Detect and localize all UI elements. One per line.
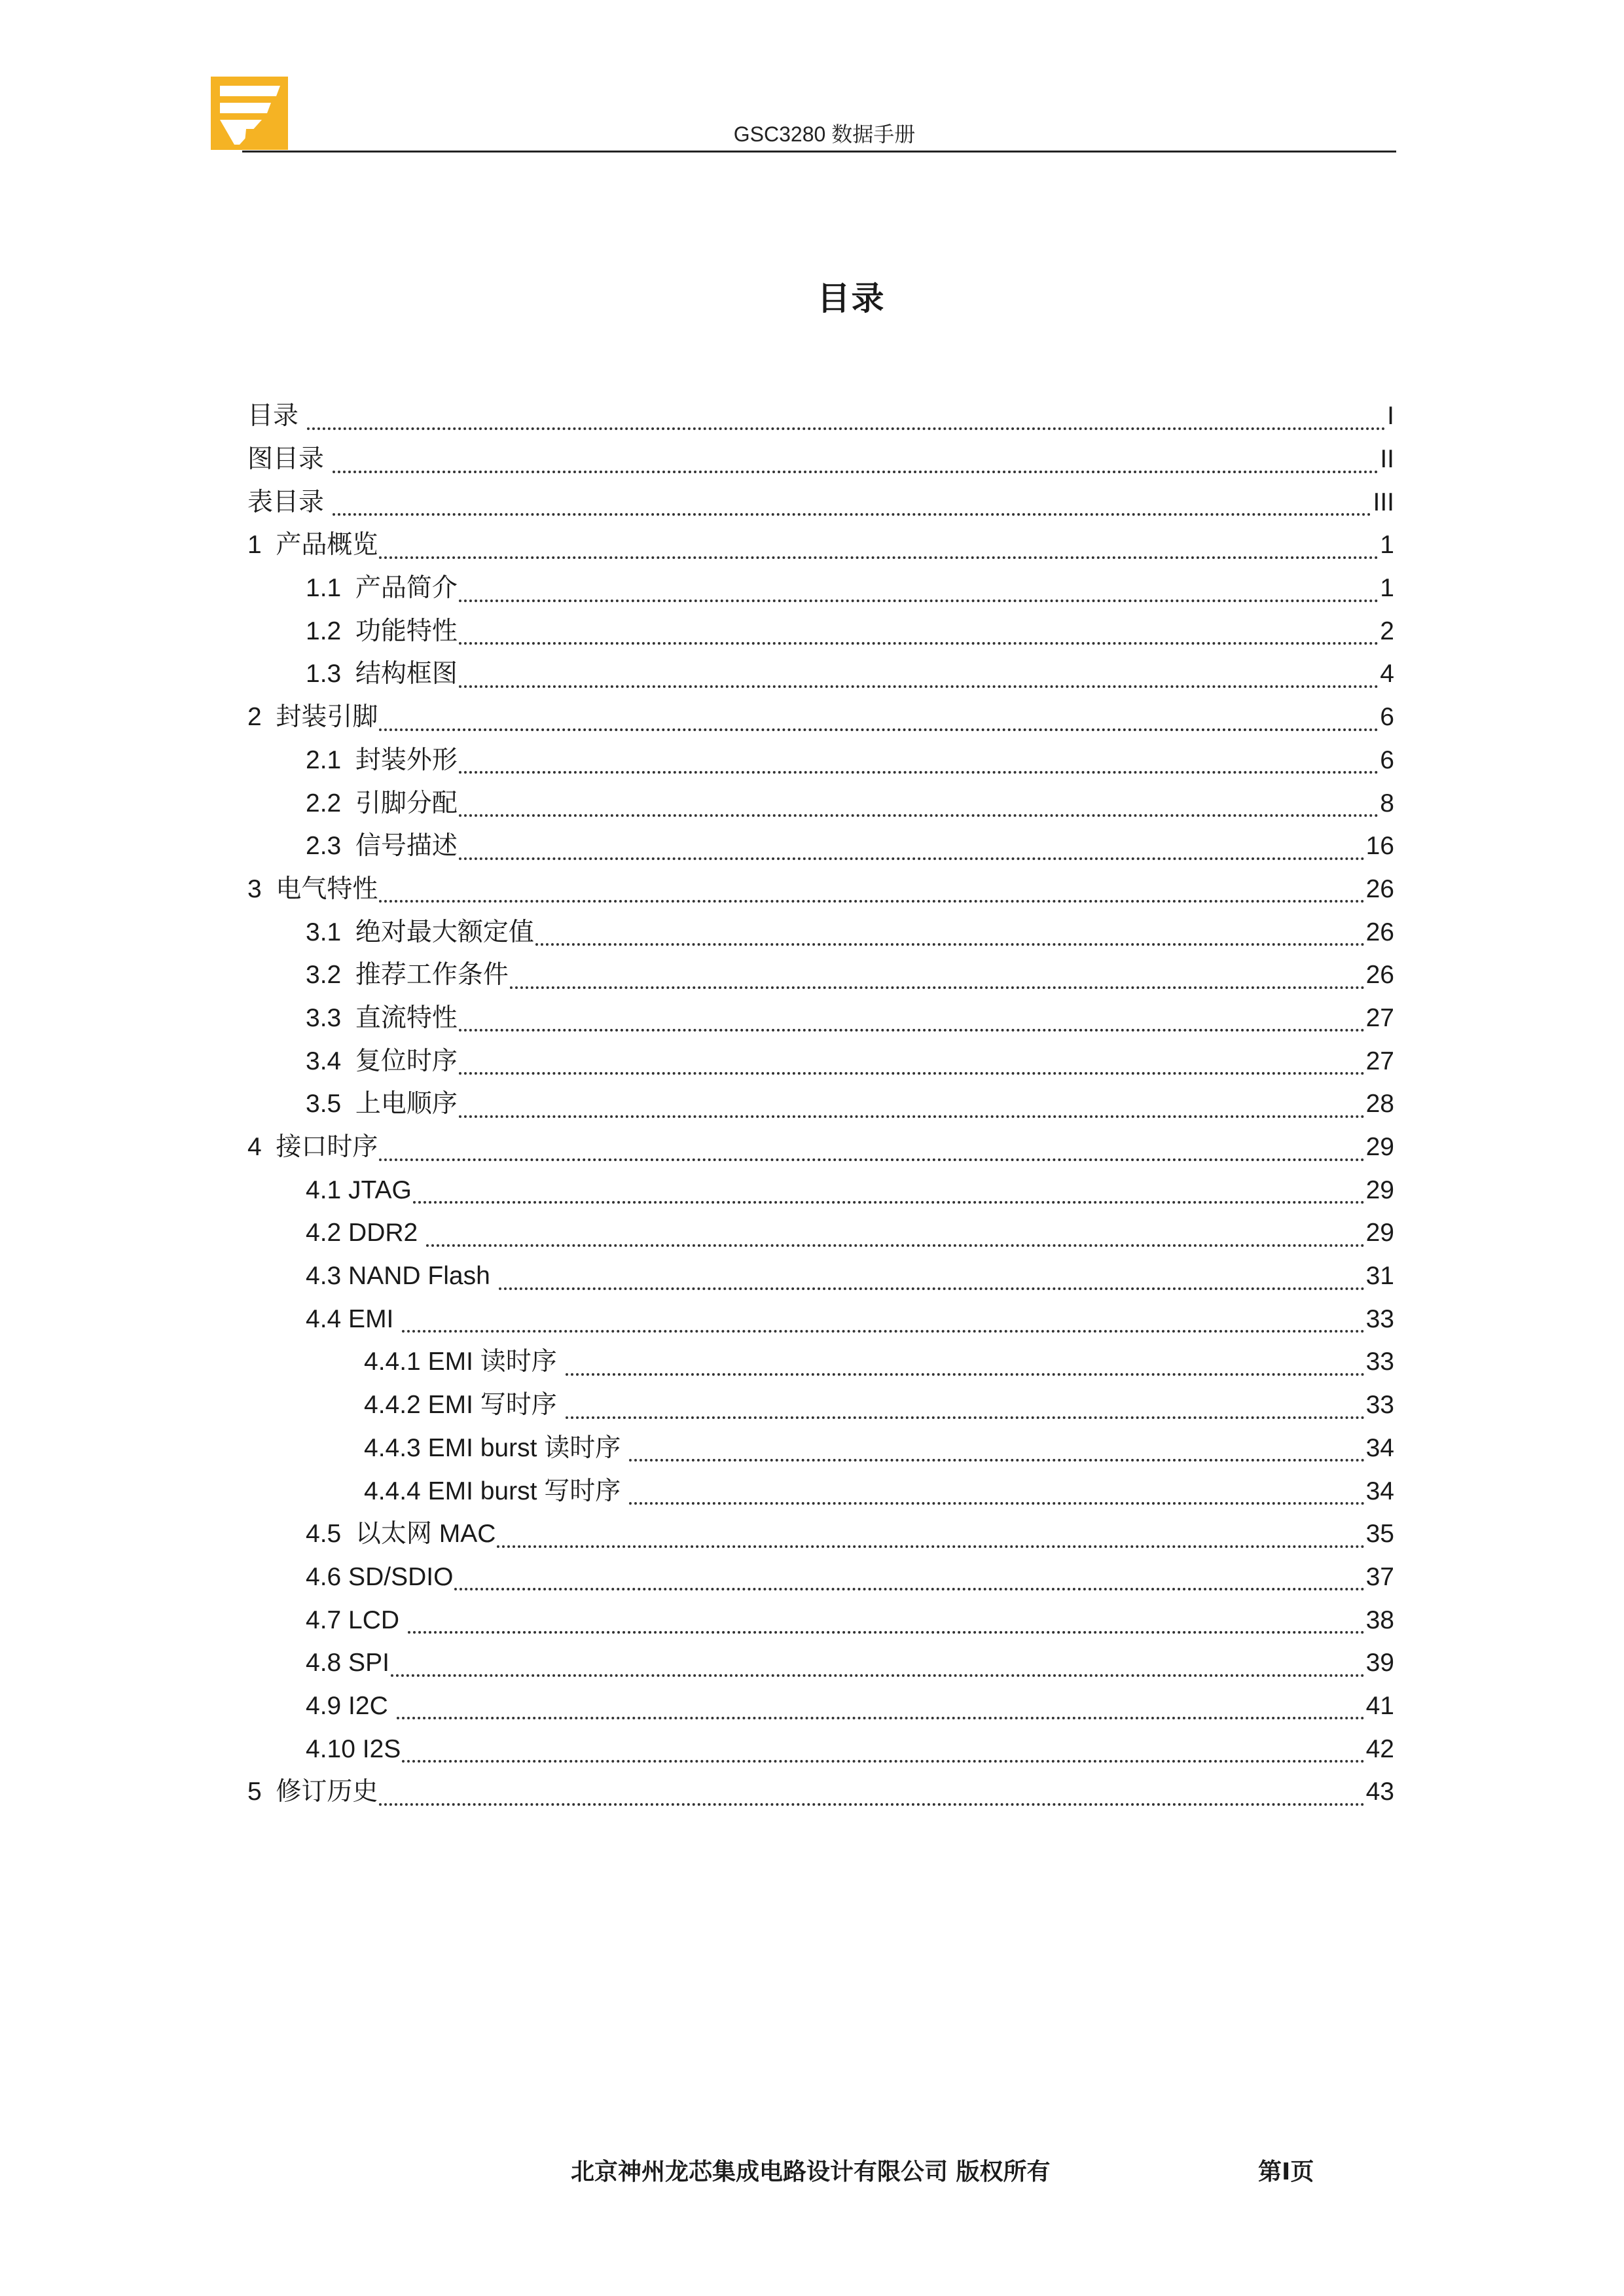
toc-entry-page: 31 <box>1365 1262 1394 1291</box>
toc-entry[interactable] <box>247 1168 1394 1211</box>
dot-leader <box>629 1482 1364 1505</box>
dot-leader <box>566 1397 1365 1419</box>
toc-entry-label: 3.2 推荐工作条件 <box>306 961 509 990</box>
dot-leader <box>426 1225 1365 1247</box>
toc-entry-page: II <box>1380 445 1394 474</box>
toc-entry-page: 42 <box>1365 1734 1394 1763</box>
toc-entry-label: 4.1 JTAG <box>306 1175 412 1204</box>
toc-entry[interactable] <box>247 1083 1394 1126</box>
toc-entry[interactable] <box>247 1556 1394 1599</box>
dot-leader <box>499 1268 1365 1290</box>
toc-entry-page: 34 <box>1365 1477 1394 1505</box>
toc-entry-page: 43 <box>1365 1778 1394 1806</box>
dot-leader <box>459 1009 1365 1031</box>
toc-entry-label: 1 产品概览 <box>247 531 378 560</box>
toc-entry-label: 4.6 SD/SDIO <box>306 1562 454 1591</box>
toc-entry-label: 3.3 直流特性 <box>306 1003 458 1032</box>
footer-page-number: 第I页 <box>1258 2159 1314 2185</box>
toc-entry-label: 4.4.1 EMI 读时序 <box>364 1348 564 1376</box>
toc-entry-label: 表目录 <box>247 488 331 516</box>
toc-entry-page: 1 <box>1380 531 1394 560</box>
toc-entry-label: 4 接口时序 <box>247 1133 378 1162</box>
toc-entry[interactable] <box>247 1126 1394 1169</box>
dot-leader <box>459 795 1379 817</box>
dot-leader <box>459 838 1365 860</box>
toc-entry[interactable] <box>247 653 1394 696</box>
toc-entry-page: 29 <box>1365 1219 1394 1247</box>
toc-entry[interactable] <box>247 781 1394 825</box>
toc-entry[interactable] <box>247 1598 1394 1641</box>
toc-entry-label: 2.3 信号描述 <box>306 832 458 861</box>
toc-entry[interactable] <box>247 1727 1394 1770</box>
toc-entry-page: 34 <box>1365 1433 1394 1462</box>
dot-leader <box>391 1655 1365 1677</box>
dot-leader <box>408 1611 1365 1634</box>
footer-copyright: 北京神州龙芯集成电路设计有限公司 版权所有 <box>571 2159 1051 2185</box>
toc-entry-page: 38 <box>1365 1605 1394 1634</box>
toc-entry-page: 41 <box>1365 1691 1394 1720</box>
toc-entry-label: 图目录 <box>247 445 331 474</box>
dot-leader <box>379 1139 1364 1161</box>
dot-leader <box>459 1096 1365 1118</box>
toc-entry[interactable] <box>247 480 1394 524</box>
toc-entry-label: 4.10 I2S <box>306 1734 401 1763</box>
toc-entry-page: 37 <box>1365 1562 1394 1591</box>
dot-leader <box>459 580 1379 602</box>
toc-entry-page: 4 <box>1380 660 1394 689</box>
dot-leader <box>459 1052 1365 1075</box>
toc-entry[interactable] <box>247 696 1394 739</box>
dot-leader <box>497 1526 1364 1548</box>
toc-entry-label: 1.1 产品简介 <box>306 574 458 603</box>
toc-entry-page: 1 <box>1380 574 1394 603</box>
dot-leader <box>535 924 1365 946</box>
toc-entry-label: 4.5 以太网 MAC <box>306 1520 496 1549</box>
toc-entry-page: 16 <box>1365 832 1394 861</box>
toc-entry[interactable] <box>247 1255 1394 1298</box>
dot-leader <box>333 451 1379 473</box>
toc-entry-label: 4.4.4 EMI burst 写时序 <box>364 1477 628 1505</box>
toc-entry-label: 3.1 绝对最大额定值 <box>306 918 534 946</box>
toc-entry-label: 4.4.2 EMI 写时序 <box>364 1391 564 1420</box>
table-of-contents <box>247 395 1394 1814</box>
toc-entry-page: 27 <box>1365 1047 1394 1075</box>
toc-entry[interactable] <box>247 567 1394 610</box>
toc-entry-label: 3 电气特性 <box>247 874 378 903</box>
toc-entry-page: 26 <box>1365 961 1394 990</box>
toc-entry[interactable] <box>247 524 1394 567</box>
toc-entry[interactable] <box>247 825 1394 868</box>
dot-leader <box>459 622 1379 645</box>
toc-entry-label: 4.2 DDR2 <box>306 1219 425 1247</box>
dot-leader <box>397 1697 1365 1719</box>
toc-entry[interactable] <box>247 1427 1394 1470</box>
dot-leader <box>379 537 1379 559</box>
toc-entry[interactable] <box>247 1340 1394 1384</box>
toc-entry[interactable] <box>247 1384 1394 1427</box>
dot-leader <box>459 666 1379 688</box>
toc-entry[interactable] <box>247 739 1394 782</box>
toc-entry-label: 目录 <box>247 402 306 431</box>
toc-entry-page: 8 <box>1380 789 1394 817</box>
toc-entry[interactable] <box>247 1770 1394 1814</box>
toc-entry-label: 1.3 结构框图 <box>306 660 458 689</box>
toc-entry[interactable] <box>247 1297 1394 1340</box>
toc-entry-page: 28 <box>1365 1090 1394 1119</box>
toc-title: 目录 <box>817 280 886 317</box>
toc-entry-page: 33 <box>1365 1304 1394 1333</box>
toc-entry-page: 39 <box>1365 1649 1394 1677</box>
toc-entry[interactable] <box>247 438 1394 481</box>
toc-entry-page: 33 <box>1365 1391 1394 1420</box>
toc-entry-page: 29 <box>1365 1133 1394 1162</box>
toc-entry[interactable] <box>247 868 1394 911</box>
toc-entry-label: 4.3 NAND Flash <box>306 1262 497 1291</box>
toc-entry-label: 4.7 LCD <box>306 1605 406 1634</box>
toc-entry-page: 26 <box>1365 874 1394 903</box>
toc-entry-label: 4.4 EMI <box>306 1304 401 1333</box>
toc-entry[interactable] <box>247 1039 1394 1083</box>
toc-entry-label: 4.4.3 EMI burst 读时序 <box>364 1433 628 1462</box>
header-divider <box>242 151 1396 152</box>
toc-entry-label: 3.4 复位时序 <box>306 1047 458 1075</box>
dot-leader <box>454 1568 1364 1590</box>
dot-leader <box>379 1784 1364 1806</box>
toc-entry[interactable] <box>247 997 1394 1040</box>
dot-leader <box>307 408 1386 430</box>
toc-entry[interactable] <box>247 609 1394 653</box>
toc-entry-label: 4.9 I2C <box>306 1691 395 1720</box>
toc-entry-page: 6 <box>1380 703 1394 732</box>
toc-entry-label: 5 修订历史 <box>247 1778 378 1806</box>
toc-entry-page: 26 <box>1365 918 1394 946</box>
toc-entry-page: 2 <box>1380 617 1394 645</box>
header-title: GSC3280 数据手册 <box>733 122 916 146</box>
toc-entry-label: 2.1 封装外形 <box>306 745 458 774</box>
toc-entry-page: 29 <box>1365 1175 1394 1204</box>
dot-leader <box>379 880 1364 903</box>
dot-leader <box>566 1354 1365 1376</box>
dot-leader <box>459 751 1379 774</box>
toc-entry[interactable] <box>247 1641 1394 1685</box>
dot-leader <box>402 1310 1364 1333</box>
dot-leader <box>629 1439 1364 1462</box>
toc-entry-label: 4.8 SPI <box>306 1649 389 1677</box>
toc-entry[interactable] <box>247 1513 1394 1556</box>
toc-entry-label: 2 封装引脚 <box>247 703 378 732</box>
dot-leader <box>402 1740 1364 1763</box>
dot-leader <box>333 493 1372 516</box>
toc-entry-page: 6 <box>1380 745 1394 774</box>
dot-leader <box>379 709 1379 731</box>
dot-leader <box>510 967 1365 989</box>
toc-entry-page: III <box>1373 488 1394 516</box>
toc-entry-label: 2.2 引脚分配 <box>306 789 458 817</box>
dot-leader <box>413 1181 1365 1204</box>
toc-entry-label: 3.5 上电顺序 <box>306 1090 458 1119</box>
toc-entry-page: 35 <box>1365 1520 1394 1549</box>
toc-entry-page: 33 <box>1365 1348 1394 1376</box>
toc-entry-page: 27 <box>1365 1003 1394 1032</box>
toc-entry[interactable] <box>247 954 1394 997</box>
toc-entry[interactable] <box>247 1469 1394 1513</box>
toc-entry-label: 1.2 功能特性 <box>306 617 458 645</box>
toc-entry[interactable] <box>247 1211 1394 1255</box>
toc-entry[interactable] <box>247 1685 1394 1728</box>
toc-entry[interactable] <box>247 395 1394 438</box>
toc-entry-page: I <box>1387 402 1394 431</box>
toc-entry[interactable] <box>247 910 1394 954</box>
